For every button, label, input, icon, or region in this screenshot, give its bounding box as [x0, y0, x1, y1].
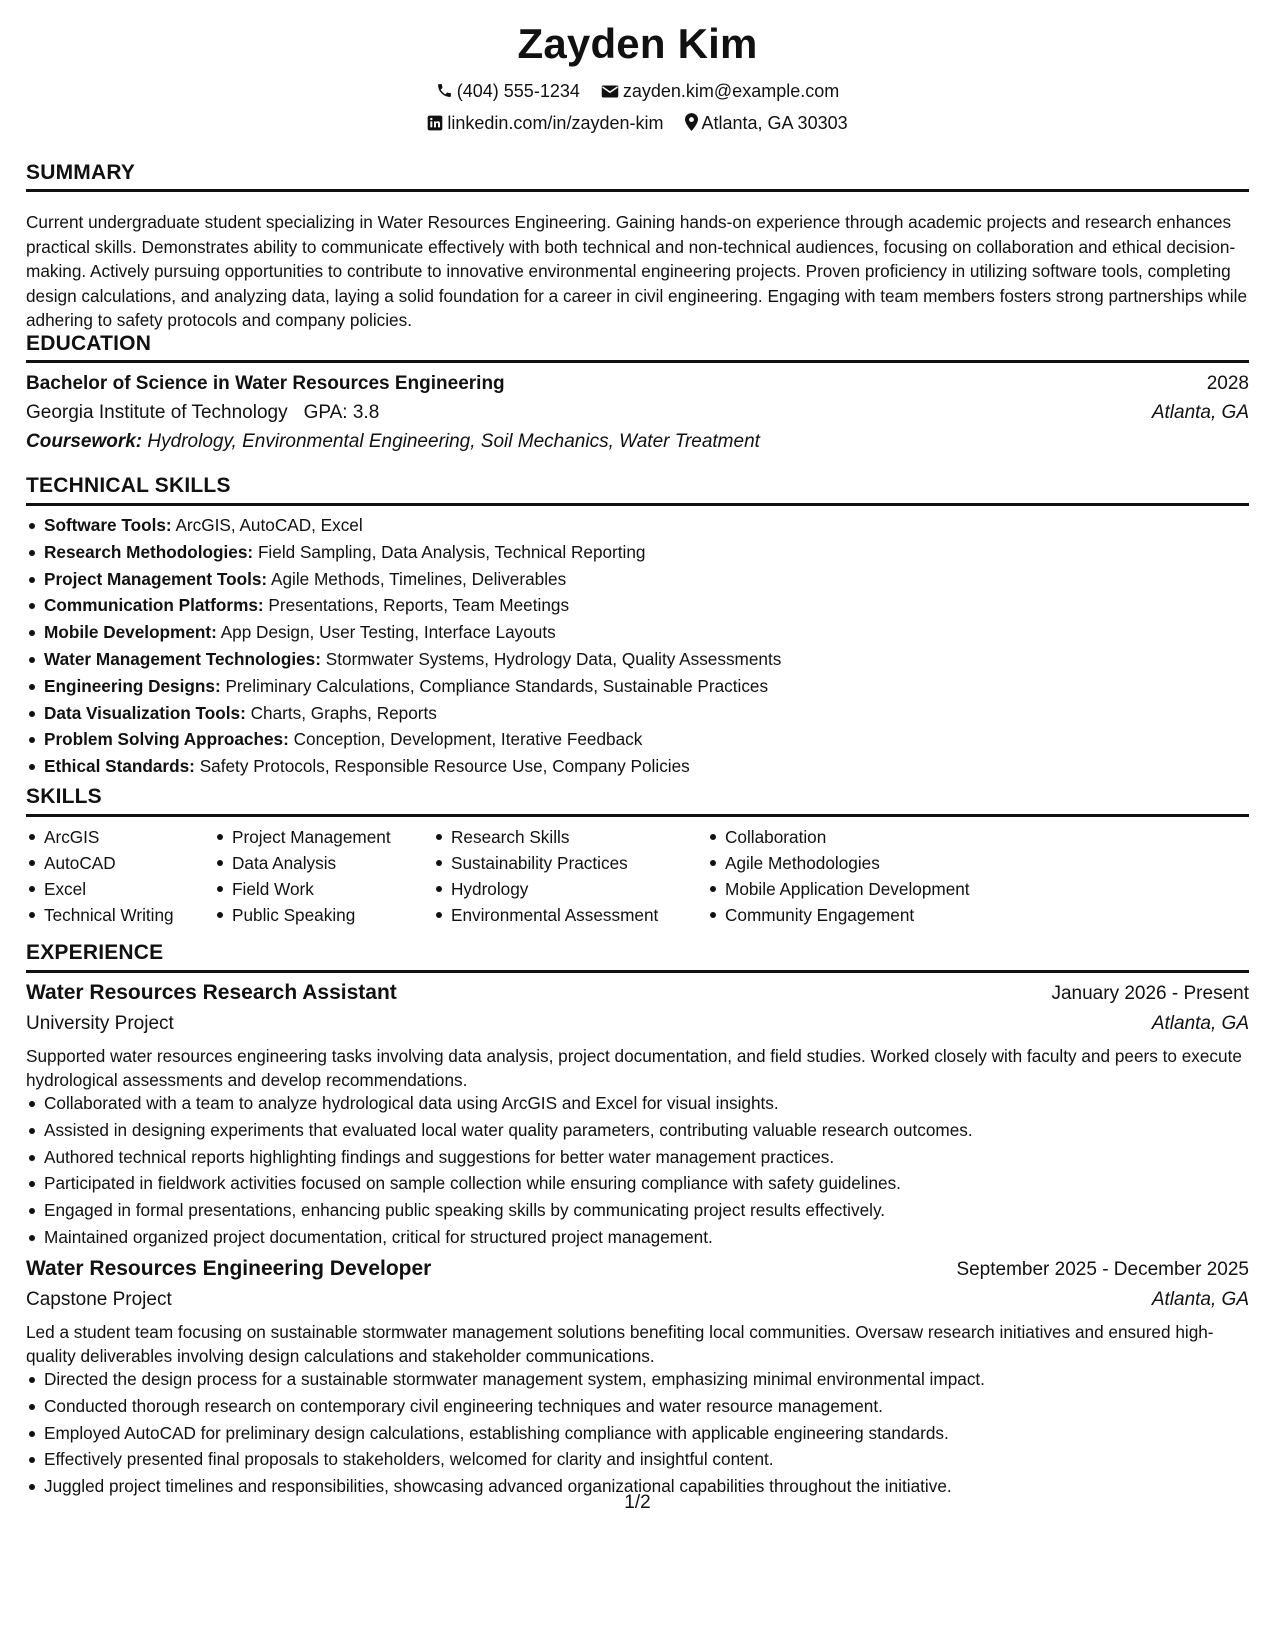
list-item: Participated in fieldwork activities focused on sample collection while ensuring compliance with safety guidelines.	[44, 1170, 1267, 1197]
list-item: Mobile Development: App Design, User Testing, Interface Layouts	[44, 619, 1267, 646]
list-item: Agile Methodologies	[725, 850, 970, 876]
list-item: Research Methodologies: Field Sampling, Data Analysis, Technical Reporting	[44, 539, 1267, 566]
email-link[interactable]: zayden.kim@example.com	[622, 81, 840, 101]
education-divider	[26, 360, 1249, 363]
job-organization: Capstone Project	[26, 1289, 172, 1310]
list-item: Authored technical reports highlighting findings and suggestions for better water management practices.	[44, 1144, 1267, 1171]
list-item: Community Engagement	[725, 902, 970, 928]
school-name: Georgia Institute of Technology	[26, 402, 288, 423]
list-item: Ethical Standards: Safety Protocols, Responsible Resource Use, Company Policies	[44, 753, 1267, 780]
list-item: Data Analysis	[232, 850, 391, 876]
list-item: Mobile Application Development	[725, 876, 970, 902]
education-heading: EDUCATION	[26, 332, 152, 355]
list-item: Engaged in formal presentations, enhancing public speaking skills by communicating project results effectively.	[44, 1197, 1267, 1224]
skills-heading: SKILLS	[26, 785, 102, 808]
location-text: Atlanta, GA 30303	[701, 113, 848, 133]
job-organization: University Project	[26, 1013, 174, 1034]
list-item: Technical Writing	[44, 902, 174, 928]
coursework-list: Hydrology, Environmental Engineering, Soil Mechanics, Water Treatment	[147, 431, 760, 452]
job-title: Water Resources Research Assistant	[26, 981, 397, 1004]
list-item: Environmental Assessment	[451, 902, 658, 928]
linkedin-link[interactable]: linkedin.com/in/zayden-kim	[447, 113, 664, 133]
list-item: Conducted thorough research on contemporary civil engineering techniques and water resource management.	[44, 1393, 1267, 1420]
technical-skills-list	[26, 512, 1267, 780]
gpa: GPA: 3.8	[303, 402, 380, 423]
list-item: Research Skills	[451, 824, 658, 850]
email-item	[601, 80, 839, 102]
skills-grid	[26, 824, 1249, 934]
list-item: Engineering Designs: Preliminary Calculations, Compliance Standards, Sustainable Practices	[44, 673, 1267, 700]
skills-column-2	[214, 824, 391, 928]
list-item: Public Speaking	[232, 902, 391, 928]
list-item: Effectively presented final proposals to stakeholders, welcomed for clarity and insightful content.	[44, 1446, 1267, 1473]
job-location: Atlanta, GA	[1151, 1013, 1249, 1034]
job-location: Atlanta, GA	[1151, 1289, 1249, 1310]
phone-text[interactable]: (404) 555-1234	[456, 81, 580, 101]
candidate-name: Zayden Kim	[517, 20, 758, 67]
list-item: Project Management	[232, 824, 391, 850]
list-item: Excel	[44, 876, 174, 902]
list-item: ArcGIS	[44, 824, 174, 850]
skills-divider	[26, 814, 1249, 817]
skills-column-4	[707, 824, 970, 928]
job-1-bullets	[26, 1090, 1267, 1251]
map-pin-icon	[685, 113, 698, 131]
summary-divider	[26, 189, 1249, 192]
coursework	[26, 430, 760, 454]
list-item: Communication Platforms: Presentations, Reports, Team Meetings	[44, 592, 1267, 619]
envelope-icon	[601, 84, 619, 99]
school-info	[26, 401, 379, 425]
location-item	[685, 112, 848, 134]
job-2-description: Led a student team focusing on sustainable stormwater management solutions benefiting local communities. Oversaw research initiatives and ensured high-quality deliverables involving design calculations and stakeholder communications.	[26, 1322, 1214, 1366]
technical-skills-divider	[26, 503, 1249, 506]
phone-item	[436, 80, 580, 102]
list-item: Directed the design process for a sustainable stormwater management system, emphasizing minimal environmental impact.	[44, 1366, 1267, 1393]
list-item: Hydrology	[451, 876, 658, 902]
list-item: Data Visualization Tools: Charts, Graphs, Reports	[44, 700, 1267, 727]
list-item: Software Tools: ArcGIS, AutoCAD, Excel	[44, 512, 1267, 539]
linkedin-icon	[427, 115, 443, 131]
coursework-label: Coursework:	[26, 431, 143, 452]
list-item: Employed AutoCAD for preliminary design calculations, establishing compliance with applicable engineering standards.	[44, 1420, 1267, 1447]
experience-heading: EXPERIENCE	[26, 941, 164, 964]
skills-column-1	[26, 824, 174, 928]
experience-divider	[26, 970, 1249, 973]
summary-heading: SUMMARY	[26, 161, 136, 184]
job-2-bullets	[26, 1366, 1267, 1500]
summary-text: Current undergraduate student specializing in Water Resources Engineering. Gaining hands-on experience through academic projects and research enhances practical skills. Demonstrates ability to communicate effectively with both technical and non-technical audiences, focusing on collaboration and ethical decision-making. Actively pursuing opportunities to contribute to innovative environmental engineering projects. Proven proficiency in utilizing software tools, completing design calculations, and analyzing data, laying a solid foundation for a career in civil engineering. Engaging with team members fosters strong partnerships while adhering to safety protocols and company policies.	[26, 212, 1248, 330]
degree-title: Bachelor of Science in Water Resources Engineering	[26, 373, 505, 394]
list-item: Maintained organized project documentation, critical for structured project management.	[44, 1224, 1267, 1251]
list-item: Problem Solving Approaches: Conception, Development, Iterative Feedback	[44, 726, 1267, 753]
job-title: Water Resources Engineering Developer	[26, 1257, 432, 1280]
list-item: Water Management Technologies: Stormwater Systems, Hydrology Data, Quality Assessments	[44, 646, 1267, 673]
list-item: Juggled project timelines and responsibilities, showcasing advanced organizational capabilities throughout the initiative.	[44, 1473, 1267, 1500]
list-item: Collaboration	[725, 824, 970, 850]
list-item: Collaborated with a team to analyze hydrological data using ArcGIS and Excel for visual insights.	[44, 1090, 1267, 1117]
linkedin-item	[427, 112, 663, 134]
job-1-description: Supported water resources engineering tasks involving data analysis, project documentation, and field studies. Worked closely with faculty and peers to execute hydrological assessments and develop recommendations.	[26, 1046, 1242, 1090]
contact-line-2	[26, 112, 1249, 134]
phone-icon	[436, 82, 453, 99]
job-dates: January 2026 - Present	[1051, 983, 1249, 1004]
contact-line-1	[26, 80, 1249, 102]
skills-column-3	[433, 824, 658, 928]
list-item: Project Management Tools: Agile Methods, Timelines, Deliverables	[44, 566, 1267, 593]
list-item: AutoCAD	[44, 850, 174, 876]
list-item: Sustainability Practices	[451, 850, 658, 876]
job-dates: September 2025 - December 2025	[956, 1259, 1249, 1280]
page-number: 1/2	[624, 1492, 651, 1513]
graduation-year: 2028	[1206, 373, 1249, 394]
list-item: Field Work	[232, 876, 391, 902]
list-item: Assisted in designing experiments that evaluated local water quality parameters, contributing valuable research outcomes.	[44, 1117, 1267, 1144]
technical-skills-heading: TECHNICAL SKILLS	[26, 474, 231, 497]
school-location: Atlanta, GA	[1151, 402, 1249, 423]
